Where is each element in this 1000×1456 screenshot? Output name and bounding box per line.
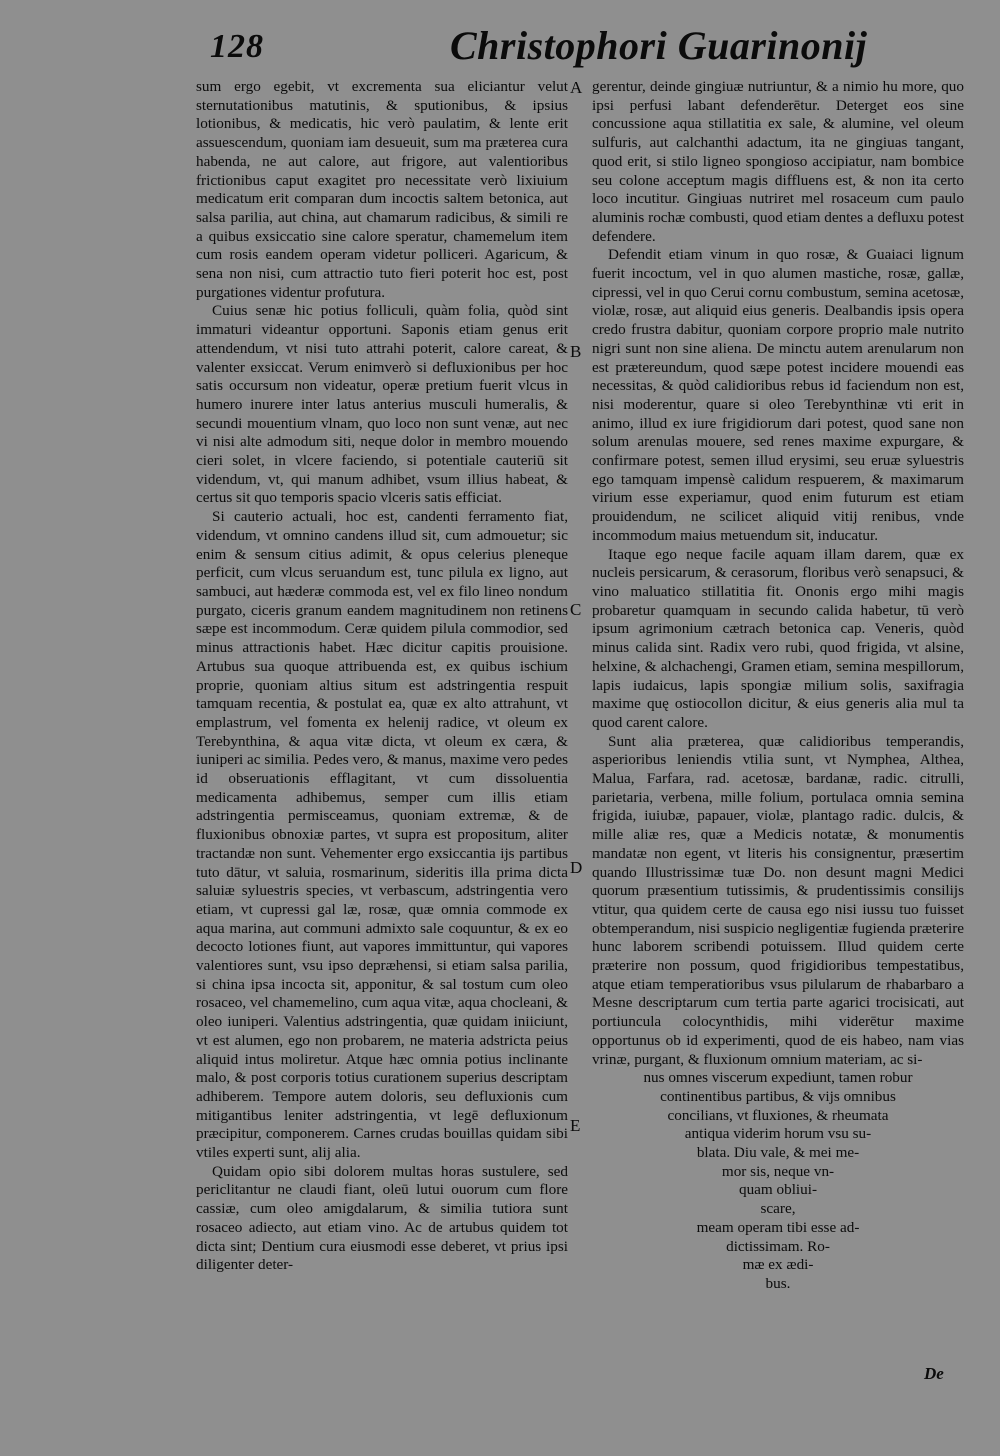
left-paragraph: Quidam opio sibi dolorem multas horas sustulere, sed periclitantur ne claudi fiant, oleū lutui ouorum cum flore cassiæ, cum oleo amigdalarum, & similia tutiora sunt rosaceo adiecto, aut etiam vino. Ac de artubus quidem tot dicta sint; Dentium cura eiusmodi esse deberet, vt prius ipsi diligenter deter- [196,1162,568,1274]
tail-line: quam obliui- [738,1181,818,1199]
tail-line: mor sis, neque vn- [721,1162,835,1180]
margin-letter-a: A [570,78,583,97]
page-number: 128 [210,28,264,65]
right-column [592,78,964,1294]
margin-letter-e: E [570,1116,581,1135]
right-paragraph: Defendit etiam vinum in quo rosæ, & Guaiaci lignum fuerit incoctum, vel in quo alumen mastiche, rosæ, gallæ, cipressi, vel in quo Cerui cornu combustum, semina acetosæ, violæ, rosæ, aut aliquid eius generis. Dealbandis ipsis opera credo frustra dabitur, quoniam corpore proprio male nutrito nigri sunt non sine aliena. De minctu autem arenularum non est prætereundum, quod sæpe potest incidere mouendi eas necessitas, & quòd calidioribus rebus id faciendum non est, nisi moderentur, quare si oleo Terebynthinæ vti erit in animo, illud ex iure frigidiorum dari potest, quod sane non solum arenulas mouere, sed renes maxime expurgare, & confirmare potest, semen illud erysimi, seu eruæ syluestris ego tamquam impensè calidum respuerem, & maximarum virium esse experiamur, quod enim futurum est etiam prouidendum, ne scilicet aliquid vitij renibus, vnde incommodum maius metuendum sit, inducatur. [592,246,964,544]
closing-tail [592,1069,964,1293]
tail-line: scare, [760,1200,796,1218]
left-paragraph: sum ergo egebit, vt excrementa sua eliciantur velut sternutationibus matutinis, & sputionibus, & ipsius lotionibus, & medicatis, hic verò paulatim, & lente erit assuescendum, quoniam iam desueuit, sum ma præterea cura habenda, ne aut calore, aut frigore, aut valentioribus frictionibus caput exagitet pro necessitate verò lixiuium medicatum erit comparan dum incoctis saltem betonica, aut salsa parilia, aut china, aut chamarum radicibus, & simili re a quibus exsiccatio sine calore speratur, chamemelum item cum rosis eandem operam videtur polliceri. Agaricum, & sena non nisi, cum attractio tuto fieri poterit hoc est, post purgationes videntur profutura. [196,78,568,301]
tail-line: meam operam tibi esse ad- [696,1218,860,1236]
tail-line: bus. [765,1275,791,1292]
running-head: Christophori Guarinonij [450,23,868,68]
tail-line: continentibus partibus, & vijs omnibus [660,1087,896,1105]
catchword: De [924,1364,944,1383]
left-column [196,78,568,1275]
tail-line: mæ ex ædi- [742,1256,814,1274]
tail-line: nus omnes viscerum expediunt, tamen robur [643,1069,913,1087]
margin-letter-c: C [570,600,582,619]
right-paragraph: Itaque ego neque facile aquam illam darem, quæ ex nucleis persicarum, & cerasorum, floribus verò senapsuci, & vino maluatico stillatitia fit. Ononis ergo mihi magis probaretur quamquam in secundo calida habetur, tū verò ipsum agrimonium cætrach betonica cap. Veneris, quòd minus calida sint. Radix vero rubi, quod frigida, vt alsine, helxine, & alchachengi, Gramen etiam, semina mespillorum, lapis iudaicus, lapis spongiæ milium solis, saxifragia maxime quę ostiocollon dicitur, & eius generis alia mul ta quod carent calore. [592,545,964,731]
tail-line: concilians, vt fluxiones, & rheumata [667,1106,889,1124]
margin-letter-d: D [570,858,583,877]
right-paragraph: gerentur, deinde gingiuæ nutriuntur, & a nimio hu more, quo ipsi perfusi labant defenderētur. Deterget eos sine concussione aqua stillatitia ex sale, & alumine, vel oleum sulfuris, aut calchanthi adactum, ita ne gingiuas tangant, quod erit, si stilo ligneo spongioso accipiatur, nam bombice seu colone acceptum magis diffluens est, & non ita certo loco incutitur. Gingiuas nutriret mel rosaceum cum paulo aluminis rochæ combusti, quod etiam dentes a defluxu potest defendere. [592,78,964,245]
margin-letter-b: B [570,342,582,361]
page-header [200,22,980,82]
left-paragraph: Cuius senæ hic potius folliculi, quàm folia, quòd sint immaturi videantur opportuni. Saponis etiam genus erit attendendum, vt nisi tuto attrahi poterit, calore careat, & valenter exsiccat. Verum enimverò si defluxionibus per hoc satis occursum non videatur, operæ pretium fuerit vlcus in humero inurere inter latus anterius musculi humeralis, & secundi mouentium vlnam, quo loco non sunt venæ, aut nec vi nisi alte admodum siti, neque dolor in membro mouendo cieri solet, in vlcere faciendo, si potentiale cauteriū sit videndum, vt, qui manum adhibet, vsum illius habeat, & certus sit quo temporis spacio vlceris satis efficiat. [196,302,568,507]
tail-line: antiqua viderim horum vsu su- [684,1125,872,1143]
tail-line: dictissimam. Ro- [726,1237,830,1255]
left-paragraph: Si cauterio actuali, hoc est, candenti ferramento fiat, videndum, vt omnino candens illud sit, cum admouetur; sic enim & sensum citius adimit, & opus celerius pleneque perficit, cum vlcus seruandum est, tunc pilula ex ligno, aut sambuci, aut hæderæ commoda est, vel ex filo lineo nondum purgato, ciceris granum eandem magnitudinem non retinens sæpe est incommodum. Ceræ quidem pilula commodior, sed minus attractionis habet. Hæc dicitur capitis prouisione. Artubus sua quoque attribuenda est, ex quibus ischium proprie, quoniam altius situm est adstringentia respuit tamquam recentia, & postulat ea, quæ ex alto attrahunt, vt emplastrum, vel fomenta ex helenij radice, vt oleum ex Terebynthina, & aqua vitæ dicta, vt oleum ex cæra, & iuniperi ac similia. Pedes vero, & manus, maxime vero pedes id obseruationis efflagitant, vt cum dissoluentia medicamenta adhibemus, semper cum illis etiam adstringentia permisceamus, quoniam extremæ, & de fluxionibus obnoxiæ partes, vt supra est propositum, aliter tractandæ non sunt. Vehementer ergo exsiccantia ijs partibus tuto dātur, vt saluia, rosmarinum, sideritis illa prima dicta saluiæ syluestris species, vt verbascum, adstringentia vero etiam, vt cupressi gal læ, rosæ, quæ omnia commode ex aqua marina, aut communi admixto sale coquuntur, & ex eo decocto lotiones fiunt, aut vapores immittuntur, qui vapores valentiores sunt, vsu ipso depræhensi, si etiam salsa parilia, si china ipsa incocta sit, apponitur, & sal tostum cum oleo rosaceo, vel chamemelino, cum aqua vitæ, aqua chocleani, & oleo iuniperi. Valentius adstringentia, quæ quidam iniiciunt, vt est alumen, ego non probarem, ne materia adstricta peius aliquid intus moliretur. Atque hæc omnia potius inclinante malo, & post corporis totius curationem superius descriptam adhiberem. Tempore autem doloris, seu defluxionis cum mitigantibus leniter adstringentia, vt legē defluxionum præcipitur, componerem. Carnes crudas bouillas quidam sibi vtiles experti sunt, alij alia. [196,508,568,1162]
tail-line: blata. Diu vale, & mei me- [696,1144,860,1162]
right-paragraph: Sunt alia præterea, quæ calidioribus temperandis, asperioribus leniendis vtilia sunt, vt Nymphea, Althea, Malua, Farfara, rad. acetosæ, bardanæ, radic. citrulli, parietaria, verbena, mille folium, portulaca omnia semina frigida, iuiubæ, papauer, violæ, plantago radic. dulcis, & mille aliæ res, quæ a Medicis notatæ, & monumentis mandatæ non egent, vt literis his consignentur, præsertim quando Illustrissimæ tuæ Do. non desunt magni Medici quorum præsentium tutissimis, & prudentissimis consilijs vtitur, qua quidem certe de causa ego nisi iussu tuo fuisset obtemperandum, nisi suspicio negligentiæ fugienda præterire hunc laborem scribendi potuissem. Illud quidem certe præterire non possum, quod frigidioribus tempestatibus, atque etiam temperatioribus vsus pilularum de rhabarbaro a Mesne descriptarum cum tertia parte agarici trocisicati, aut portiuncula colocynthidis, mihi viderētur maxime opportunus ob id experimenti, quod de eis habeo, nam vias vrinæ, purgant, & fluxionum omnium materiam, ac si- [592,732,965,1068]
